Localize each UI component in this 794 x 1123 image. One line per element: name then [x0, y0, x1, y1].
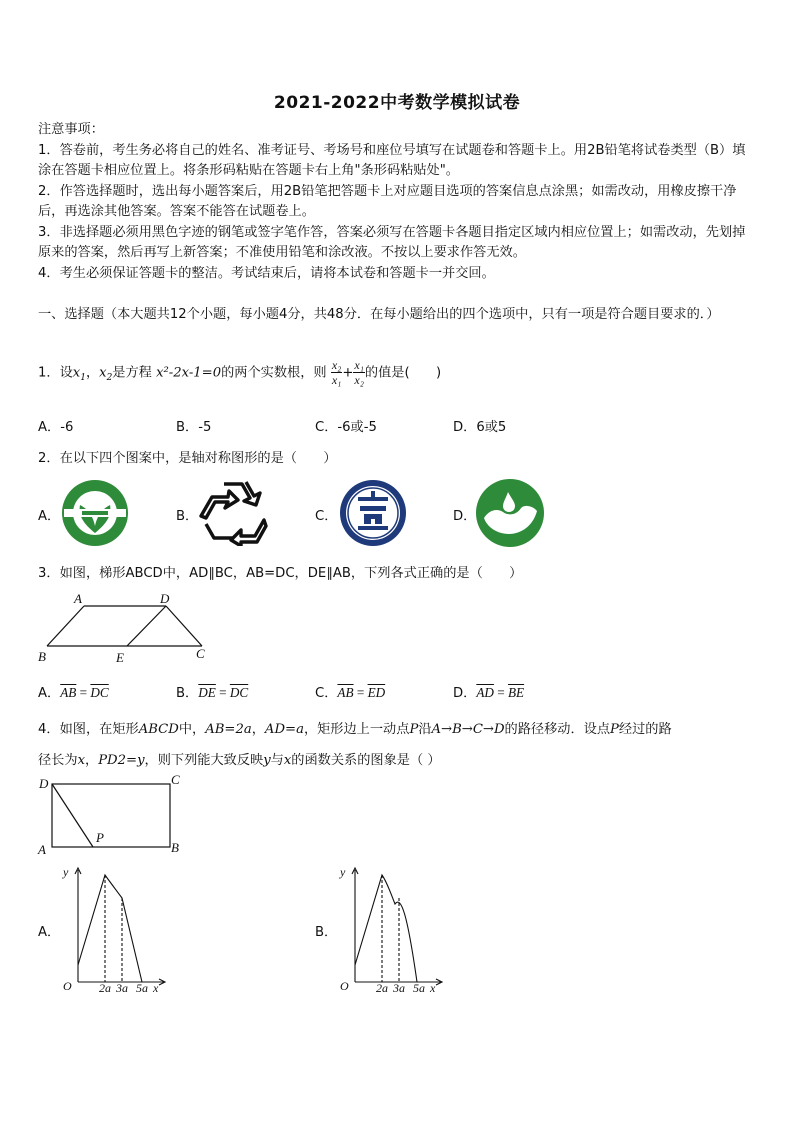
q1-x1: x — [72, 365, 81, 381]
q1-option-b[interactable]: B．-5 — [176, 420, 212, 435]
fig4-label-d: D — [39, 776, 49, 791]
trapezoid-figure — [38, 588, 210, 666]
graph-a-tick-3: 5a — [136, 981, 148, 995]
q1-plus: + — [342, 365, 354, 381]
q1-mid: 是方程 — [112, 365, 152, 381]
fig3-label-c: C — [196, 646, 205, 661]
q1-option-a[interactable]: A．-6 — [38, 420, 74, 435]
graph-b-y-label: y — [340, 865, 346, 879]
q1-fraction-2: $\frac{\text{x₁}}{\text{x₂}}$ — [354, 358, 364, 387]
q4-option-b-label[interactable]: B． — [315, 925, 338, 940]
water-drop-logo-icon[interactable] — [475, 478, 545, 548]
q2-option-c-label[interactable]: C． — [315, 509, 338, 524]
q1-sub1: 1 — [80, 373, 86, 384]
question-4-line-2: 径长为x，PD2=y，则下列能大致反映y与x的函数关系的图象是（ ） — [38, 753, 441, 768]
graph-a-tick-2: 3a — [116, 981, 128, 995]
q2-option-a-label[interactable]: A． — [38, 509, 61, 524]
graph-a-y-label: y — [63, 865, 69, 879]
rectangle-figure — [36, 770, 186, 860]
q3-option-d[interactable]: D．$\overline{AD} = \overline{BE}$ — [453, 685, 525, 701]
q1-pre: 1．设 — [38, 365, 73, 381]
q1-post: 的值是( ) — [364, 365, 442, 381]
question-3: 3．如图，梯形ABCD中，AD∥BC，AB=DC，DE∥AB，下列各式正确的是（ ） — [38, 566, 523, 581]
notes-item-3: 3．非选择题必须用黑色字迹的钢笔或签字笔作答，答案必须写在答题卡各题目指定区域内相应位置上；如需改动，先划掉原来的答案，然后再写上新答案；不准使用铅笔和涂改液。不按以上要求作答无效。 — [38, 224, 746, 260]
graph-a-origin: O — [63, 979, 72, 993]
section-heading: 一、选择题（本大题共12个小题，每小题4分，共48分．在每小题给出的四个选项中，只有一项是符合题目要求的．） — [38, 307, 720, 322]
notes-item-1: 1．答卷前，考生务必将自己的姓名、准考证号、考场号和座位号填写在试题卷和答题卡上。用2B铅笔将试卷类型（B）填涂在答题卡相应位置上。将条形码粘贴在答题卡右上角"条形码粘贴处"。 — [38, 142, 746, 178]
q3-option-c[interactable]: C．$\overline{AB} = \overline{ED}$ — [315, 685, 386, 701]
fig4-label-p: P — [96, 830, 104, 845]
q1-sub2: 2 — [106, 373, 113, 384]
notes-block — [38, 120, 756, 284]
q4-graph-b[interactable] — [335, 860, 455, 995]
q4-option-a-label[interactable]: A． — [38, 925, 61, 940]
q1-option-c[interactable]: C．-6或-5 — [315, 420, 377, 435]
notes-item-4: 4．考生必须保证答题卡的整洁。考试结束后，请将本试卷和答题卡一并交回。 — [38, 265, 495, 281]
question-1 — [38, 358, 758, 387]
notes-heading: 注意事项： — [38, 122, 104, 137]
fig3-label-a: A — [74, 591, 82, 606]
q1-mid2: 的两个实数根，则 — [221, 365, 327, 381]
fig3-label-b: B — [38, 649, 46, 664]
graph-b-tick-2: 3a — [393, 981, 405, 995]
fig3-label-d: D — [160, 591, 170, 606]
recycle-icon[interactable] — [198, 478, 268, 546]
graph-b-tick-1: 2a — [376, 981, 388, 995]
q1-comma: ， — [85, 365, 100, 381]
fig3-label-e: E — [116, 650, 124, 665]
green-food-logo-icon[interactable] — [60, 478, 130, 548]
circular-emblem-icon[interactable] — [338, 478, 408, 548]
graph-b-origin: O — [340, 979, 349, 993]
fig4-label-b: B — [171, 840, 179, 855]
fig4-label-c: C — [171, 772, 180, 787]
page-title: 2021-2022中考数学模拟试卷 — [273, 93, 521, 113]
fig4-label-a: A — [38, 842, 46, 857]
graph-a-tick-1: 2a — [99, 981, 111, 995]
graph-b-x-label: x — [430, 981, 436, 995]
graph-a-x-label: x — [153, 981, 159, 995]
graph-b-tick-3: 5a — [413, 981, 425, 995]
q1-option-d[interactable]: D．6或5 — [453, 420, 507, 435]
q4-graph-a[interactable] — [58, 860, 178, 995]
q2-option-d-label[interactable]: D． — [453, 509, 477, 524]
q1-equation: x²-2x-1=0 — [156, 365, 222, 381]
q3-option-b[interactable]: B．$\overline{DE} = \overline{DC}$ — [176, 685, 249, 701]
q2-option-b-label[interactable]: B． — [176, 509, 199, 524]
question-2: 2．在以下四个图案中，是轴对称图形的是（ ） — [38, 451, 337, 466]
notes-item-2: 2．作答选择题时，选出每小题答案后，用2B铅笔把答题卡上对应题目选项的答案信息点涂黑；如需改动，用橡皮擦干净后，再选涂其他答案。答案不能答在试题卷上。 — [38, 183, 737, 219]
question-4-line-1: 4．如图，在矩形ABCD中，AB=2a，AD=a，矩形边上一动点P沿A→B→C→D的路径移动．设点P经过的路 — [38, 722, 672, 737]
q1-fraction-1: $\frac{\text{x₂}}{\text{x₁}}$ — [331, 358, 342, 387]
q3-option-a[interactable]: A．$\overline{AB} = \overline{DC}$ — [38, 685, 109, 701]
q1-x2: x — [99, 365, 107, 381]
